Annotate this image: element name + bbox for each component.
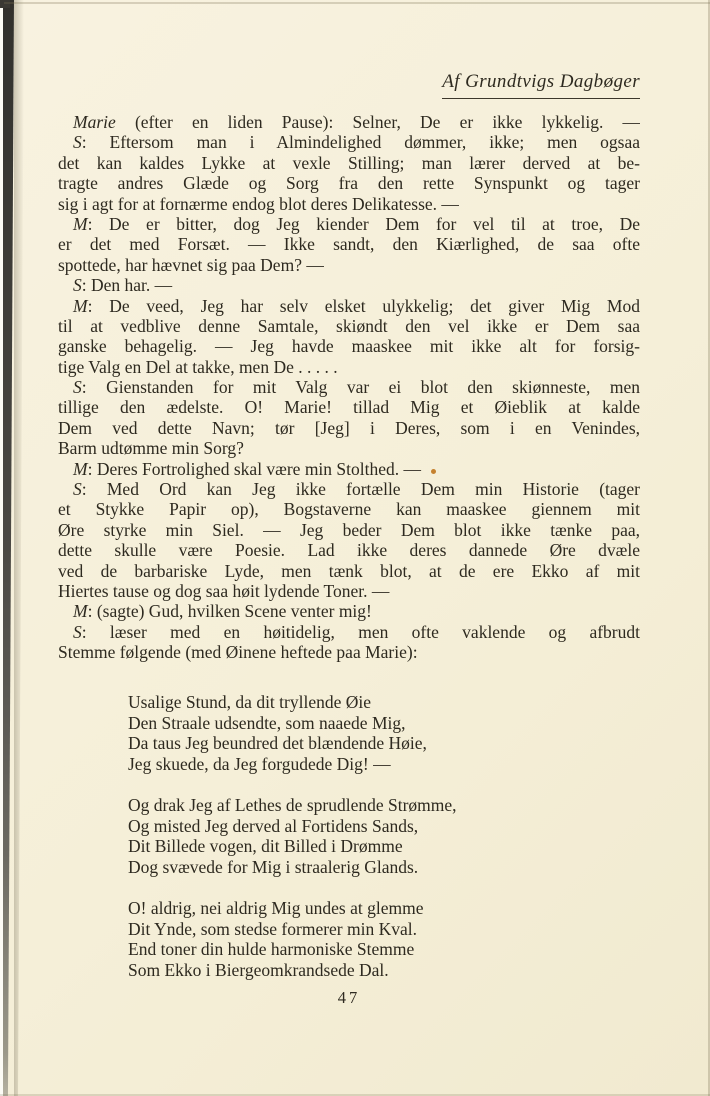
line-text: : (sagte) Gud, hvilken Scene venter mig! bbox=[87, 601, 372, 622]
text-line bbox=[58, 499, 640, 519]
speaker-label: S bbox=[73, 132, 82, 153]
line-text: det kan kaldes Lykke at vexle Stilling; man lærer derved at be- bbox=[58, 152, 640, 173]
text-line bbox=[58, 438, 640, 458]
line-text: (efter en liden Pause): Selner, De er ikke lykkelig. — bbox=[115, 112, 640, 132]
poem-line: O! aldrig, nei aldrig Mig undes at glemme bbox=[128, 898, 424, 918]
speaker-label: S bbox=[73, 275, 82, 296]
line-text: tillige den ædelste. O! Marie! tillad Mig et Øieblik at kalde bbox=[58, 397, 640, 418]
poem-stanza bbox=[128, 898, 457, 980]
ink-dot-mark bbox=[431, 469, 436, 474]
line-text: ved de barbariske Lyde, men tænk blot, at de ere Ekko af mit bbox=[58, 560, 640, 581]
text-line bbox=[58, 601, 640, 621]
text-line bbox=[58, 561, 640, 581]
text-line bbox=[58, 132, 640, 152]
page-number: 47 bbox=[337, 988, 361, 1007]
text-line bbox=[58, 275, 640, 295]
text-line bbox=[58, 581, 640, 601]
speaker-label: M bbox=[73, 458, 88, 479]
poem-line: Usalige Stund, da dit tryllende Øie bbox=[128, 692, 372, 712]
text-line bbox=[58, 296, 640, 316]
text-line bbox=[58, 642, 640, 662]
line-text: et Stykke Papir op), Bogstaverne kan maaskee giennem mit bbox=[58, 499, 640, 520]
line-text: tige Valg en Del at takke, men De . . . . . bbox=[58, 356, 338, 377]
poem-line: Dog svævede for Mig i straalerig Glands. bbox=[128, 856, 419, 877]
poem-line: Som Ekko i Biergeomkrandsede Dal. bbox=[128, 959, 389, 980]
poem-line: Og drak Jeg af Lethes de sprudlende Strømme, bbox=[128, 795, 457, 815]
text-line bbox=[58, 173, 640, 193]
text-line bbox=[58, 234, 640, 254]
text-line bbox=[58, 316, 640, 336]
line-text: tragte andres Glæde og Sorg fra den rette Synspunkt og tager bbox=[58, 173, 640, 194]
text-line bbox=[58, 377, 640, 397]
page-edge-top bbox=[4, 2, 710, 4]
text-line bbox=[58, 397, 640, 417]
line-text: er det med Forsæt. — Ikke sandt, den Kiærlighed, de saa ofte bbox=[58, 234, 640, 255]
poem-line: Og misted Jeg derved al Fortidens Sands, bbox=[128, 815, 419, 836]
scan-gutter-shadow bbox=[3, 0, 14, 1096]
text-line bbox=[58, 336, 640, 356]
line-text: Stemme følgende (med Øinene heftede paa Marie): bbox=[58, 642, 418, 663]
line-text: sig i agt for at fornærme endog blot deres Delikatesse. — bbox=[58, 193, 459, 214]
poem-line: Den Straale udsendte, som naaede Mig, bbox=[128, 712, 406, 733]
text-line bbox=[58, 112, 640, 132]
text-line bbox=[58, 214, 640, 234]
poem-stanza bbox=[128, 795, 457, 877]
text-line bbox=[58, 622, 640, 642]
poem-line: Jeg skuede, da Jeg forgudede Dig! — bbox=[128, 753, 391, 774]
text-line bbox=[58, 459, 640, 479]
dialogue-text-block bbox=[58, 112, 640, 663]
poem-line: Dit Billede vogen, dit Billed i Drømme bbox=[128, 836, 403, 856]
running-header: Af Grundtvigs Dagbøger bbox=[442, 71, 640, 99]
line-text: : læser med en høitidelig, men ofte vaklende og afbrudt bbox=[81, 621, 640, 642]
line-text: : Gienstanden for mit Valg var ei blot den skiønneste, men bbox=[81, 377, 640, 398]
speaker-label: M bbox=[73, 295, 88, 316]
line-text: : Med Ord kan Jeg ikke fortælle Dem min Historie (tager bbox=[81, 479, 640, 500]
scan-edge-white bbox=[0, 0, 3, 1096]
poem-line: Dit Ynde, som stedse formerer min Kval. bbox=[128, 918, 418, 939]
line-text: : Den har. — bbox=[81, 275, 173, 296]
line-text: Hiertes tause og dog saa høit lydende Toner. — bbox=[58, 580, 390, 601]
scan-gutter-fade bbox=[14, 0, 24, 1096]
line-text: : Deres Fortrolighed skal være min Stolthed. — bbox=[87, 458, 422, 479]
text-line bbox=[58, 153, 640, 173]
text-line bbox=[58, 255, 640, 275]
text-line bbox=[58, 479, 640, 499]
text-line bbox=[58, 194, 640, 214]
poem-line: Da taus Jeg beundred det blændende Høie, bbox=[128, 733, 427, 753]
line-text: Dem ved dette Navn; tør [Jeg] i Deres, som i en Venindes, bbox=[58, 417, 640, 438]
line-text: Øre styrke min Siel. — Jeg beder Dem blot ikke tænke paa, bbox=[58, 519, 640, 540]
line-text: til at vedblive denne Samtale, skiøndt den vel ikke er Dem saa bbox=[58, 315, 640, 336]
speaker-label: S bbox=[73, 479, 82, 500]
line-text: spottede, har hævnet sig paa Dem? — bbox=[58, 254, 324, 275]
text-line bbox=[58, 540, 640, 560]
text-line bbox=[58, 520, 640, 540]
line-text: dette skulle være Poesie. Lad ikke deres dannede Øre dvæle bbox=[58, 540, 640, 561]
line-text: Barm udtømme min Sorg? bbox=[58, 438, 244, 459]
speaker-label: M bbox=[73, 213, 88, 234]
poem-stanza bbox=[128, 692, 457, 774]
speaker-label: Marie bbox=[73, 112, 116, 132]
speaker-label: S bbox=[73, 621, 82, 642]
line-text: : De er bitter, dog Jeg kiender Dem for vel til at troe, De bbox=[87, 213, 640, 234]
poem-line: End toner din hulde harmoniske Stemme bbox=[128, 939, 415, 959]
line-text: : De veed, Jeg har selv elsket ulykkelig; det giver Mig Mod bbox=[87, 295, 640, 316]
line-text: ganske behagelig. — Jeg havde maaskee mit ikke alt for forsig- bbox=[58, 336, 640, 357]
poem-block bbox=[128, 692, 457, 1001]
text-line bbox=[58, 357, 640, 377]
text-line bbox=[58, 418, 640, 438]
speaker-label: S bbox=[73, 377, 82, 398]
speaker-label: M bbox=[73, 601, 88, 622]
line-text: : Eftersom man i Almindelighed dømmer, ikke; men ogsaa bbox=[81, 132, 640, 153]
